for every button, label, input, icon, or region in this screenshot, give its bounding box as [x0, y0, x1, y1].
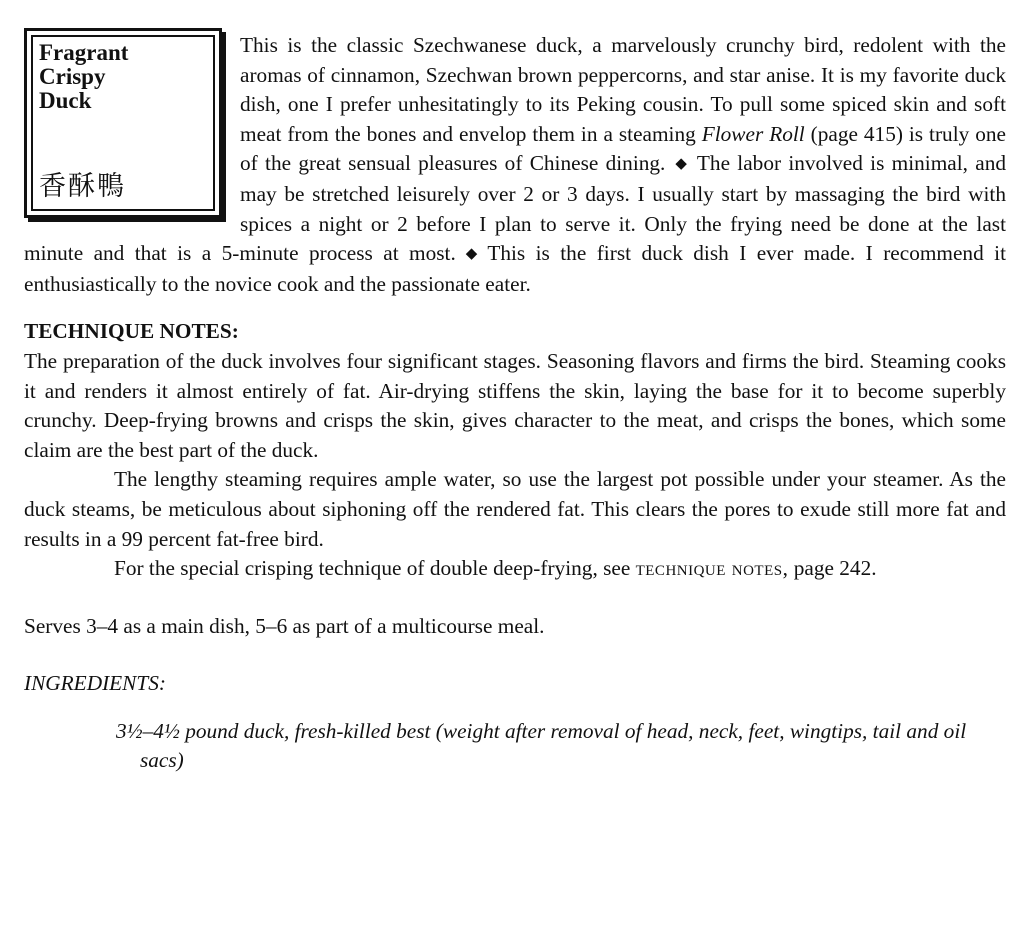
title-box: [24, 28, 222, 218]
technique-para3-end: page 242.: [788, 556, 877, 581]
technique-notes-heading: TECHNIQUE NOTES:: [24, 319, 239, 344]
technique-paragraph-1: The preparation of the duck involves four significant stages. Seasoning flavors and firms the bird. Steaming cooks it and renders it almost entirely of fat. Air-drying stiffens the skin, laying the base for it to become superbly crunchy. Deep-frying browns and crisps the skin, gives character to the meat, and crisps the bones, which some claim are the best part of the duck.: [24, 348, 1006, 462]
ingredients-heading: INGREDIENTS:: [24, 671, 166, 696]
title-line-2: Crispy: [39, 64, 106, 89]
technique-paragraph-2: The lengthy steaming requires ample water, so use the largest pot possible under your steamer. As the duck steams, be meticulous about siphoning off the rendered fat. This clears the pores to exude still more fat and results in a 99 percent fat-free bird.: [24, 467, 1006, 551]
technique-notes-reference: technique notes,: [635, 556, 789, 581]
serves-line: Serves 3–4 as a main dish, 5–6 as part of a multicourse meal.: [24, 613, 545, 638]
flower-roll-reference: Flower Roll: [701, 121, 805, 146]
intro-part-3: The labor involved is minimal, and may be stretched leisurely over 2 or 3 days. I usually start by massaging the bird with spices a night or 2 before I plan to serve it. Only the frying need be done at the last minute and that is a 5-minute process at most.: [24, 151, 1006, 266]
technique-paragraph-3: [24, 554, 1006, 584]
technique-para3-start: For the special crisping technique of double deep-frying, see: [114, 556, 636, 581]
bullet-icon: ◆: [465, 246, 478, 263]
recipe-page: [24, 28, 1006, 776]
title-line-1: Fragrant: [39, 40, 129, 65]
chinese-title: 香酥鴨: [39, 171, 126, 202]
intro-part-1: This is the classic Szechwanese duck, a marvelously crunchy bird, redolent with the aromas of cinnamon, Szechwan brown peppercorns, and star anise. It is my favorite duck dish, one I prefer unhesitatingly to its Peking cousin. To pull some spiced skin and soft meat from the bones and envelop them in a steaming: [240, 33, 1006, 146]
intro-part-2: (page 415) is truly one of the great sensual pleasures of Chinese dining.: [240, 121, 1006, 176]
bullet-icon: ◆: [675, 156, 687, 173]
recipe-title: [39, 41, 128, 113]
ingredient-item: 3½–4½ pound duck, fresh-killed best (weight after removal of head, neck, feet, wingtips, tail and oil sacs): [116, 718, 967, 773]
title-line-3: Duck: [39, 88, 92, 113]
intro-part-4: This is the first duck dish I ever made. I recommend it enthusiastically to the novice cook and the passionate eater.: [24, 241, 1006, 296]
